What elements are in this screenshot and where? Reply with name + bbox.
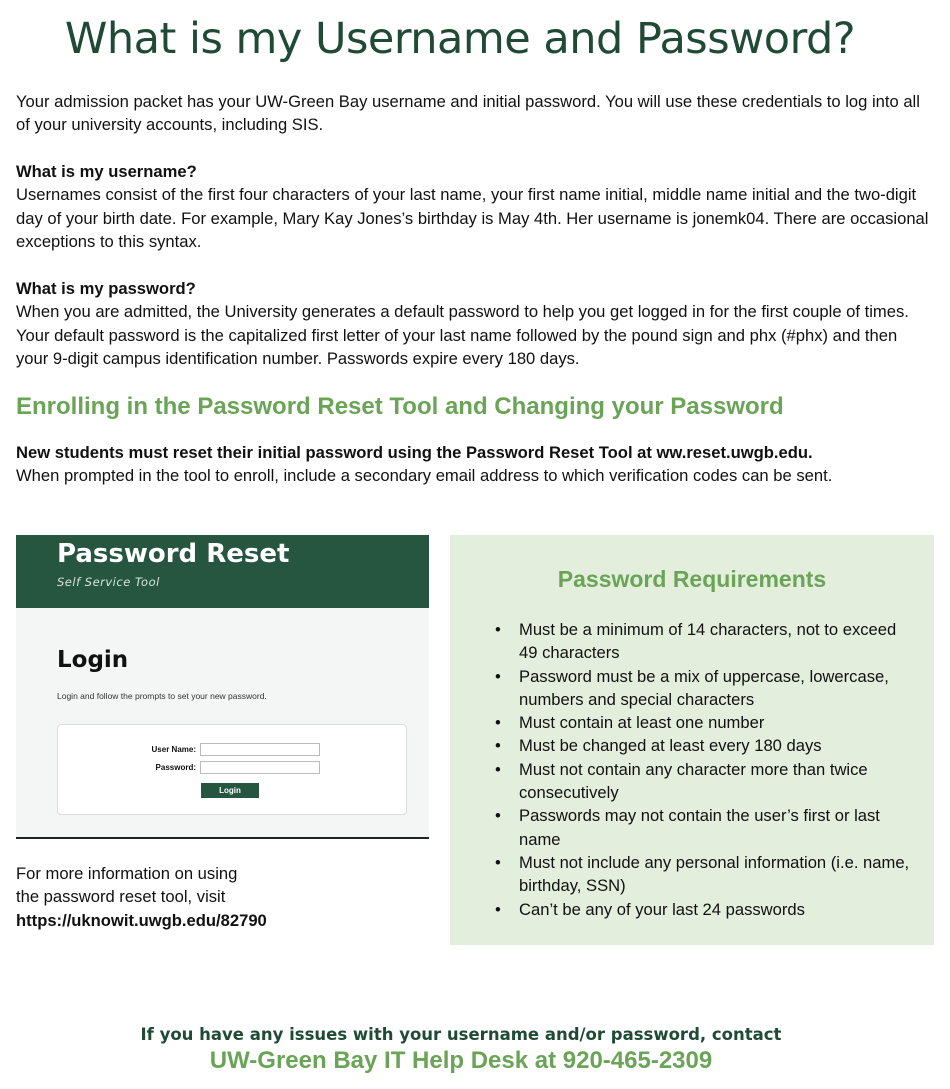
more-info [16,862,426,932]
requirements-list [495,618,915,921]
footer-contact-line: If you have any issues with your username and/or password, contact [140,1025,782,1044]
enroll-heading: Enrolling in the Password Reset Tool and Changing your Password [16,393,784,420]
username-body: Usernames consist of the first four characters of your last name, your first name initial, middle name initial and the two-digit day of your birth date. For example, Mary Kay Jones’s birthday is May 4th. Her username is jonemk04. There are occasional exceptions to this syntax. [16,185,929,252]
enroll-bold-line: New students must reset their initial password using the Password Reset Tool at ww.reset.uwgb.edu. [16,443,813,462]
page-title: What is my Username and Password? [64,14,856,64]
screenshot-login-button: Login [201,783,259,798]
requirement-item: • Must be changed at least every 180 days [495,734,915,757]
password-reset-screenshot [16,535,429,839]
requirement-item: • Passwords may not contain the user’s first or last name [495,804,915,851]
more-info-link[interactable]: https://uknowit.uwgb.edu/82790 [16,910,267,930]
enroll-body: When prompted in the tool to enroll, include a secondary email address to which verification codes can be sent. [16,466,833,486]
password-section [16,277,931,371]
requirement-item: • Must be a minimum of 14 characters, not to exceed 49 characters [495,618,915,665]
password-body: When you are admitted, the University generates a default password to help you get logged in for the first couple of times. Your default password is the capitalized first letter of your last name followed by the pound sign and phx (#phx) and then your 9-digit campus identification number. Passwords expire every 180 days. [16,302,909,369]
footer-help-desk: UW-Green Bay IT Help Desk at 920-465-2309 [209,1047,713,1074]
screenshot-subtitle: Self Service Tool [57,575,160,589]
screenshot-login-heading: Login [57,647,129,673]
screenshot-username-input [200,743,320,756]
requirement-item: • Password must be a mix of uppercase, lowercase, numbers and special characters [495,665,915,712]
screenshot-password-label: Password: [155,763,196,772]
requirements-heading: Password Requirements [557,566,827,592]
more-info-line1: For more information on using [16,864,238,883]
more-info-line2: the password reset tool, visit [16,887,226,907]
requirement-item: • Must contain at least one number [495,711,915,734]
requirement-item: • Must not contain any character more than twice consecutively [495,758,915,805]
password-heading: What is my password? [16,279,196,298]
requirements-panel [450,535,934,945]
screenshot-login-card [57,724,407,815]
screenshot-password-input [200,761,320,774]
enroll-section [16,441,931,488]
username-heading: What is my username? [16,162,197,181]
screenshot-login-instructions: Login and follow the prompts to set your new password. [57,691,267,701]
username-section [16,160,931,254]
intro-paragraph: Your admission packet has your UW-Green Bay username and initial password. You will use these credentials to log into all of your university accounts, including SIS. [16,92,920,135]
screenshot-username-label: User Name: [151,745,196,754]
screenshot-header [16,535,429,608]
requirement-item: • Must not include any personal information (i.e. name, birthday, SSN) [495,851,915,898]
requirement-item: • Can’t be any of your last 24 passwords [495,898,915,921]
screenshot-title: Password Reset [57,539,290,569]
